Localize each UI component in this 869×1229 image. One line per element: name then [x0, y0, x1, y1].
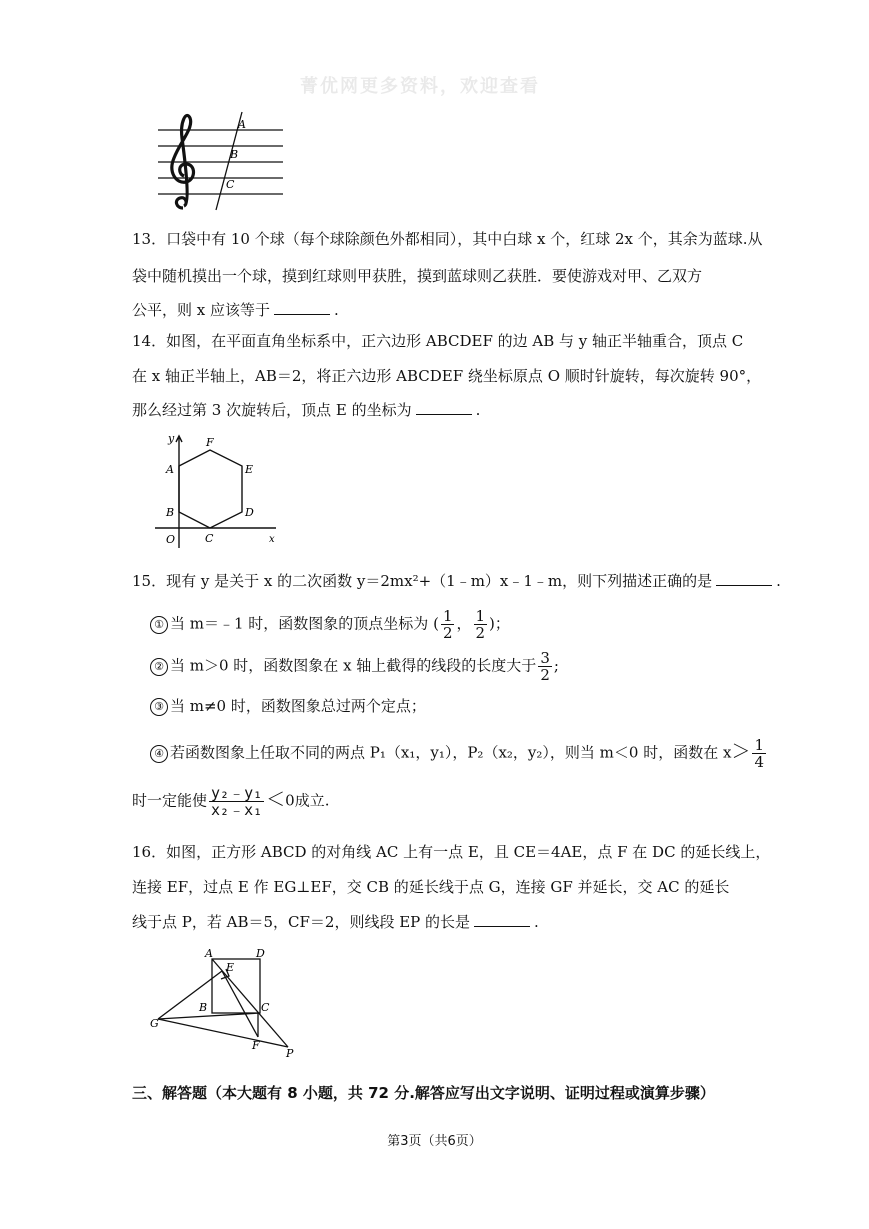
sq-label-a: A — [205, 947, 213, 960]
axis-y-label: y — [168, 432, 175, 445]
sq-label-f: F — [252, 1039, 260, 1052]
hex-label-a: A — [166, 463, 174, 476]
q16-line-1: 16．如图，正方形 ABCD 的对角线 AC 上有一点 E，且 CE＝4AE，点 F 在 DC 的延长线上， — [132, 843, 771, 861]
hex-label-b: B — [166, 506, 175, 519]
q13-line-1: 13．口袋中有 10 个球（每个球除颜色外都相同），其中白球 x 个，红球 2x 个，其余为蓝球.从 — [132, 230, 763, 248]
q16-line-2: 连接 EF，过点 E 作 EG⊥EF，交 CB 的延长线于点 G，连接 GF 并延长，交 AC 的延长 — [132, 878, 730, 896]
circled-3: ③ — [150, 698, 168, 716]
q14-line-1: 14．如图，在平面直角坐标系中，正六边形 ABCDEF 的边 AB 与 y 轴正半轴重合，顶点 C — [132, 332, 744, 350]
answer-blank — [274, 300, 330, 315]
q15-option-1: ① 当 m＝﹣1 时，函数图象的顶点坐标为 ( $\frac{1}{2}$ ， $\frac{1}{2}$ )； — [150, 608, 510, 641]
page-footer: 第3页（共6页） — [387, 1134, 482, 1149]
sq-label-g: G — [150, 1017, 159, 1030]
q15-option-3: ③ 当 m≠0 时，函数图象总过两个定点； — [150, 696, 426, 716]
circled-1: ① — [150, 616, 168, 634]
hexagon-coordinate-figure — [150, 428, 285, 553]
answer-blank — [474, 912, 530, 927]
hex-label-c: C — [205, 532, 214, 545]
q13-line-2: 袋中随机摸出一个球，摸到红球则甲获胜，摸到蓝球则乙获胜．要使游戏对甲、乙双方 — [132, 267, 703, 285]
hex-label-f: F — [206, 436, 214, 449]
hex-label-d: D — [245, 506, 254, 519]
watermark: 菁优网更多资料，欢迎查看 — [300, 76, 540, 97]
sq-label-e: E — [226, 961, 235, 974]
sq-label-d: D — [256, 947, 265, 960]
sq-label-b: B — [199, 1001, 208, 1014]
hex-label-e: E — [245, 463, 254, 476]
q16-line-3: 线于点 P，若 AB＝5，CF＝2，则线段 EP 的长是 . — [132, 913, 539, 931]
q15-option-4: ④ 若函数图象上任取不同的两点 P₁（x₁，y₁），P₂（x₂，y₂），则当 m＜0 时，函数在 x＞ $\frac{1}{4}$ — [150, 737, 768, 770]
answer-blank — [416, 400, 472, 415]
circled-2: ② — [150, 658, 168, 676]
answer-blank — [716, 571, 772, 586]
q13-line-3: 公平，则 x 应该等于 . — [132, 301, 339, 319]
q15-line-1: 15．现有 y 是关于 x 的二次函数 y＝2mx²+（1﹣m）x﹣1﹣m，则下列描述正确的是 . — [132, 572, 781, 590]
sq-label-p: P — [286, 1047, 294, 1060]
q15-option-4-cont: 时一定能使 $\frac{\text{y₂﹣y₁}}{\text{x₂﹣x₁}}$ ＜0成立. — [132, 784, 330, 819]
circled-4: ④ — [150, 745, 168, 763]
staff-label-a: A — [238, 118, 246, 131]
axis-x-label: x — [269, 534, 275, 545]
origin-label-o: O — [166, 533, 176, 546]
q14-line-3: 那么经过第 3 次旋转后，顶点 E 的坐标为 . — [132, 401, 481, 419]
sq-label-c: C — [261, 1001, 270, 1014]
section-heading: 三、解答题（本大题有 8 小题，共 72 分.解答应写出文字说明、证明过程或演算步骤） — [132, 1084, 715, 1102]
staff-label-b: B — [230, 148, 239, 161]
music-staff-figure — [150, 108, 290, 213]
q15-option-2: ② 当 m＞0 时，函数图象在 x 轴上截得的线段的长度大于 $\frac{3}{2}$ ; — [150, 650, 559, 683]
staff-label-c: C — [226, 178, 235, 191]
q14-line-2: 在 x 轴正半轴上，AB＝2，将正六边形 ABCDEF 绕坐标原点 O 顺时针旋转，每次旋转 90°， — [132, 367, 762, 385]
square-geometry-figure — [150, 945, 305, 1063]
